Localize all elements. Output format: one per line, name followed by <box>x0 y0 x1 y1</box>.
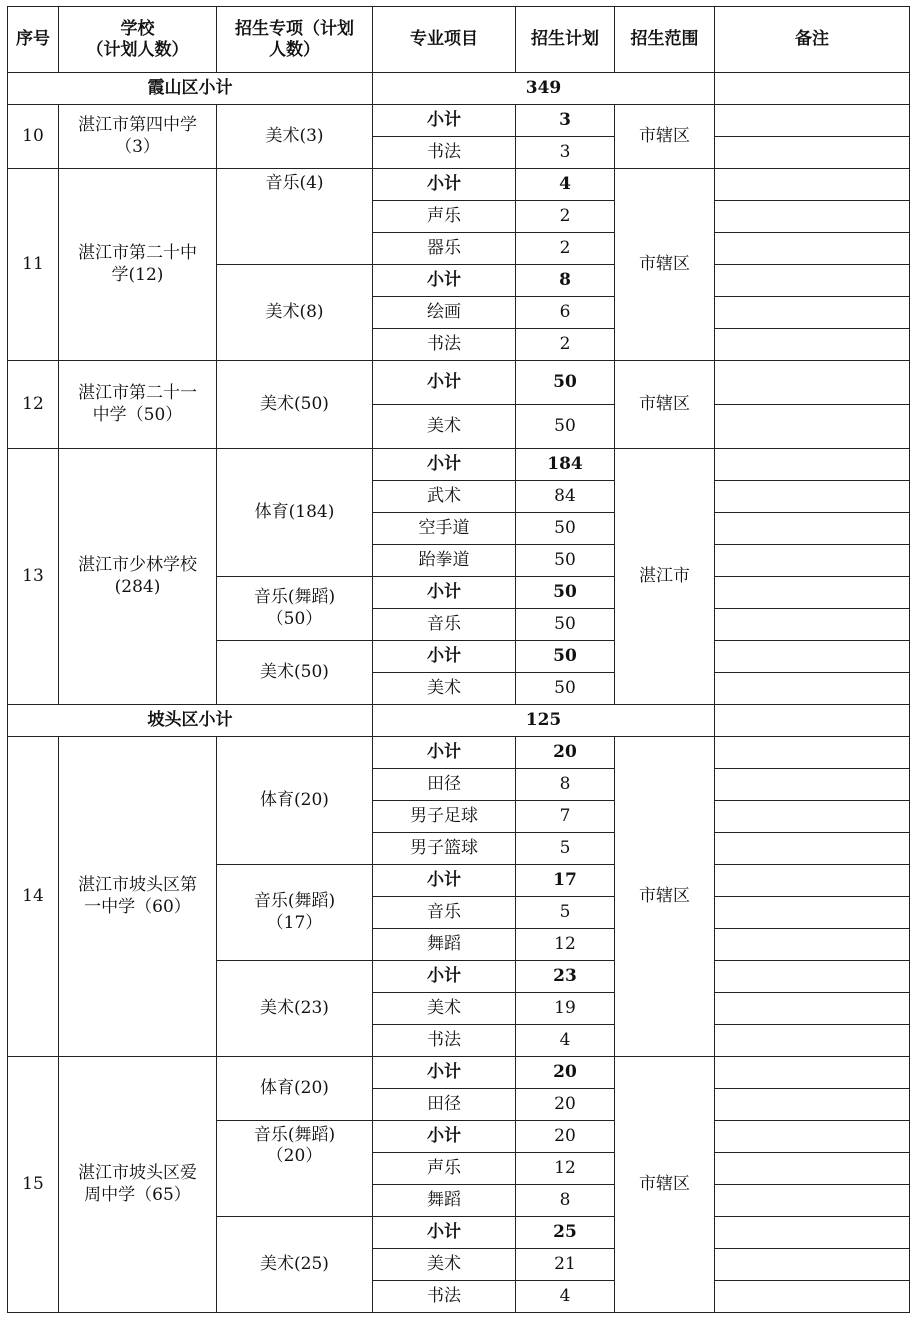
remark-cell <box>715 513 910 545</box>
school-name-line1: 湛江市第四中学 <box>78 115 197 136</box>
plan-cell: 7 <box>516 801 615 833</box>
remark-cell <box>715 297 910 329</box>
special-cell: 美术(25) <box>217 1217 373 1313</box>
header-seq: 序号 <box>8 7 59 73</box>
school-name-line2: （3） <box>115 136 160 157</box>
special-cell: 美术(23) <box>217 961 373 1057</box>
remark-cell <box>715 673 910 705</box>
plan-cell: 5 <box>516 833 615 865</box>
seq-cell: 14 <box>8 737 59 1057</box>
project-cell: 美术 <box>373 405 516 449</box>
seq-cell: 13 <box>8 449 59 705</box>
remark-cell <box>715 1153 910 1185</box>
header-school-line1: 学校 <box>120 19 155 40</box>
project-cell: 小计 <box>373 169 516 201</box>
remark-cell <box>715 641 910 673</box>
remark-cell <box>715 105 910 137</box>
special-label-line1: 音乐(舞蹈) <box>253 587 336 608</box>
scope-cell: 市辖区 <box>615 1057 715 1313</box>
remark-cell <box>715 993 910 1025</box>
school-cell <box>59 169 217 361</box>
remark-cell <box>715 137 910 169</box>
project-cell: 跆拳道 <box>373 545 516 577</box>
table-row <box>8 449 910 481</box>
project-cell: 小计 <box>373 105 516 137</box>
project-cell: 书法 <box>373 137 516 169</box>
project-cell: 美术 <box>373 1249 516 1281</box>
remark-cell <box>715 449 910 481</box>
project-cell: 音乐 <box>373 609 516 641</box>
header-special <box>217 7 373 73</box>
scope-cell: 市辖区 <box>615 361 715 449</box>
school-name-line2: 周中学（65） <box>84 1184 191 1205</box>
remark-cell <box>715 769 910 801</box>
project-cell: 书法 <box>373 1025 516 1057</box>
remark-cell <box>715 961 910 993</box>
plan-cell: 50 <box>516 609 615 641</box>
plan-cell: 4 <box>516 1281 615 1313</box>
special-label-line1: 音乐(舞蹈) <box>253 1125 336 1145</box>
school-name-line1: 湛江市坡头区爱 <box>78 1163 197 1184</box>
plan-cell: 20 <box>516 1121 615 1153</box>
remark-cell <box>715 329 910 361</box>
header-row <box>8 7 910 73</box>
plan-cell: 4 <box>516 1025 615 1057</box>
project-cell: 小计 <box>373 577 516 609</box>
remark-cell <box>715 1089 910 1121</box>
header-school <box>59 7 217 73</box>
project-cell: 小计 <box>373 961 516 993</box>
enrollment-plan-table <box>7 6 910 1313</box>
plan-cell: 20 <box>516 1089 615 1121</box>
special-label-line1: 音乐(舞蹈) <box>253 891 336 912</box>
subtotal-row-xiashan <box>8 73 910 105</box>
remark-cell <box>715 1185 910 1217</box>
table-row <box>8 105 910 137</box>
remark-cell <box>715 233 910 265</box>
plan-cell: 12 <box>516 1153 615 1185</box>
scope-cell: 湛江市 <box>615 449 715 705</box>
plan-cell: 25 <box>516 1217 615 1249</box>
seq-cell: 12 <box>8 361 59 449</box>
plan-cell: 50 <box>516 405 615 449</box>
remark-cell <box>715 169 910 201</box>
school-cell <box>59 449 217 705</box>
seq-cell: 11 <box>8 169 59 361</box>
remark-cell <box>715 545 910 577</box>
project-cell: 小计 <box>373 449 516 481</box>
school-cell <box>59 1057 217 1313</box>
header-plan: 招生计划 <box>516 7 615 73</box>
project-cell: 舞蹈 <box>373 1185 516 1217</box>
special-cell: 美术(50) <box>217 361 373 449</box>
special-cell: 体育(184) <box>217 449 373 577</box>
plan-cell: 50 <box>516 641 615 673</box>
project-cell: 书法 <box>373 329 516 361</box>
school-name-line1: 湛江市坡头区第 <box>78 875 197 896</box>
plan-cell: 8 <box>516 265 615 297</box>
remark-cell <box>715 1217 910 1249</box>
school-name-line1: 湛江市第二十中 <box>78 243 197 264</box>
plan-cell: 5 <box>516 897 615 929</box>
plan-cell: 8 <box>516 769 615 801</box>
project-cell: 空手道 <box>373 513 516 545</box>
plan-cell: 84 <box>516 481 615 513</box>
plan-cell: 20 <box>516 1057 615 1089</box>
remark-cell <box>715 705 910 737</box>
plan-cell: 19 <box>516 993 615 1025</box>
remark-cell <box>715 1025 910 1057</box>
plan-cell: 21 <box>516 1249 615 1281</box>
project-cell: 小计 <box>373 1121 516 1153</box>
plan-cell: 2 <box>516 201 615 233</box>
header-special-line2: 人数） <box>269 39 320 60</box>
project-cell: 器乐 <box>373 233 516 265</box>
plan-cell: 3 <box>516 105 615 137</box>
project-cell: 声乐 <box>373 201 516 233</box>
project-cell: 男子足球 <box>373 801 516 833</box>
remark-cell <box>715 1249 910 1281</box>
plan-cell: 50 <box>516 545 615 577</box>
remark-cell <box>715 577 910 609</box>
special-cell: 美术(3) <box>217 105 373 169</box>
plan-cell: 20 <box>516 737 615 769</box>
project-cell: 田径 <box>373 769 516 801</box>
project-cell: 声乐 <box>373 1153 516 1185</box>
remark-cell <box>715 1281 910 1313</box>
project-cell: 书法 <box>373 1281 516 1313</box>
school-name-line2: (284) <box>114 576 161 597</box>
special-cell <box>217 577 373 641</box>
header-school-line2: （计划人数） <box>86 39 189 60</box>
special-cell: 美术(8) <box>217 265 373 361</box>
plan-cell: 184 <box>516 449 615 481</box>
project-cell: 小计 <box>373 361 516 405</box>
plan-cell: 50 <box>516 577 615 609</box>
remark-cell <box>715 481 910 513</box>
header-scope: 招生范围 <box>615 7 715 73</box>
remark-cell <box>715 73 910 105</box>
project-cell: 小计 <box>373 737 516 769</box>
remark-cell <box>715 1057 910 1089</box>
school-name-line1: 湛江市第二十一 <box>78 383 197 404</box>
remark-cell <box>715 265 910 297</box>
remark-cell <box>715 929 910 961</box>
plan-cell: 8 <box>516 1185 615 1217</box>
project-cell: 舞蹈 <box>373 929 516 961</box>
project-cell: 男子篮球 <box>373 833 516 865</box>
header-special-line1: 招生专项（计划 <box>235 19 354 40</box>
remark-cell <box>715 609 910 641</box>
special-label-line2: （50） <box>266 608 323 629</box>
remark-cell <box>715 737 910 769</box>
special-cell: 音乐(4) <box>217 169 373 265</box>
special-label-line2: （20） <box>266 1146 323 1167</box>
table-row <box>8 1057 910 1089</box>
scope-cell: 市辖区 <box>615 169 715 361</box>
plan-cell: 4 <box>516 169 615 201</box>
subtotal-label: 坡头区小计 <box>8 705 373 737</box>
header-project: 专业项目 <box>373 7 516 73</box>
project-cell: 小计 <box>373 1217 516 1249</box>
plan-cell: 6 <box>516 297 615 329</box>
plan-cell: 50 <box>516 361 615 405</box>
school-name-line1: 湛江市少林学校 <box>78 555 197 576</box>
remark-cell <box>715 833 910 865</box>
plan-cell: 2 <box>516 329 615 361</box>
subtotal-value: 125 <box>373 705 715 737</box>
plan-cell: 17 <box>516 865 615 897</box>
scope-cell: 市辖区 <box>615 105 715 169</box>
project-cell: 田径 <box>373 1089 516 1121</box>
seq-cell: 10 <box>8 105 59 169</box>
remark-cell <box>715 801 910 833</box>
project-cell: 小计 <box>373 865 516 897</box>
table-row <box>8 737 910 769</box>
plan-cell: 50 <box>516 513 615 545</box>
project-cell: 美术 <box>373 673 516 705</box>
plan-cell: 50 <box>516 673 615 705</box>
school-cell <box>59 737 217 1057</box>
subtotal-label: 霞山区小计 <box>8 73 373 105</box>
subtotal-value: 349 <box>373 73 715 105</box>
header-remark: 备注 <box>715 7 910 73</box>
project-cell: 美术 <box>373 993 516 1025</box>
scope-cell: 市辖区 <box>615 737 715 1057</box>
school-cell <box>59 105 217 169</box>
special-cell <box>217 1121 373 1217</box>
project-cell: 绘画 <box>373 297 516 329</box>
subtotal-row-potou <box>8 705 910 737</box>
remark-cell <box>715 865 910 897</box>
special-label-line2: （17） <box>266 912 323 933</box>
remark-cell <box>715 405 910 449</box>
special-cell: 美术(50) <box>217 641 373 705</box>
school-name-line2: 中学（50） <box>92 404 183 425</box>
remark-cell <box>715 201 910 233</box>
plan-cell: 23 <box>516 961 615 993</box>
project-cell: 小计 <box>373 1057 516 1089</box>
school-name-line2: 一中学（60） <box>84 896 191 917</box>
project-cell: 小计 <box>373 265 516 297</box>
project-cell: 音乐 <box>373 897 516 929</box>
plan-cell: 12 <box>516 929 615 961</box>
remark-cell <box>715 361 910 405</box>
remark-cell <box>715 1121 910 1153</box>
table-row <box>8 169 910 201</box>
plan-cell: 2 <box>516 233 615 265</box>
special-cell <box>217 865 373 961</box>
plan-cell: 3 <box>516 137 615 169</box>
project-cell: 小计 <box>373 641 516 673</box>
school-name-line2: 学(12) <box>111 264 164 285</box>
remark-cell <box>715 897 910 929</box>
special-cell: 体育(20) <box>217 737 373 865</box>
school-cell <box>59 361 217 449</box>
special-cell: 体育(20) <box>217 1057 373 1121</box>
seq-cell: 15 <box>8 1057 59 1313</box>
project-cell: 武术 <box>373 481 516 513</box>
table-row <box>8 361 910 405</box>
